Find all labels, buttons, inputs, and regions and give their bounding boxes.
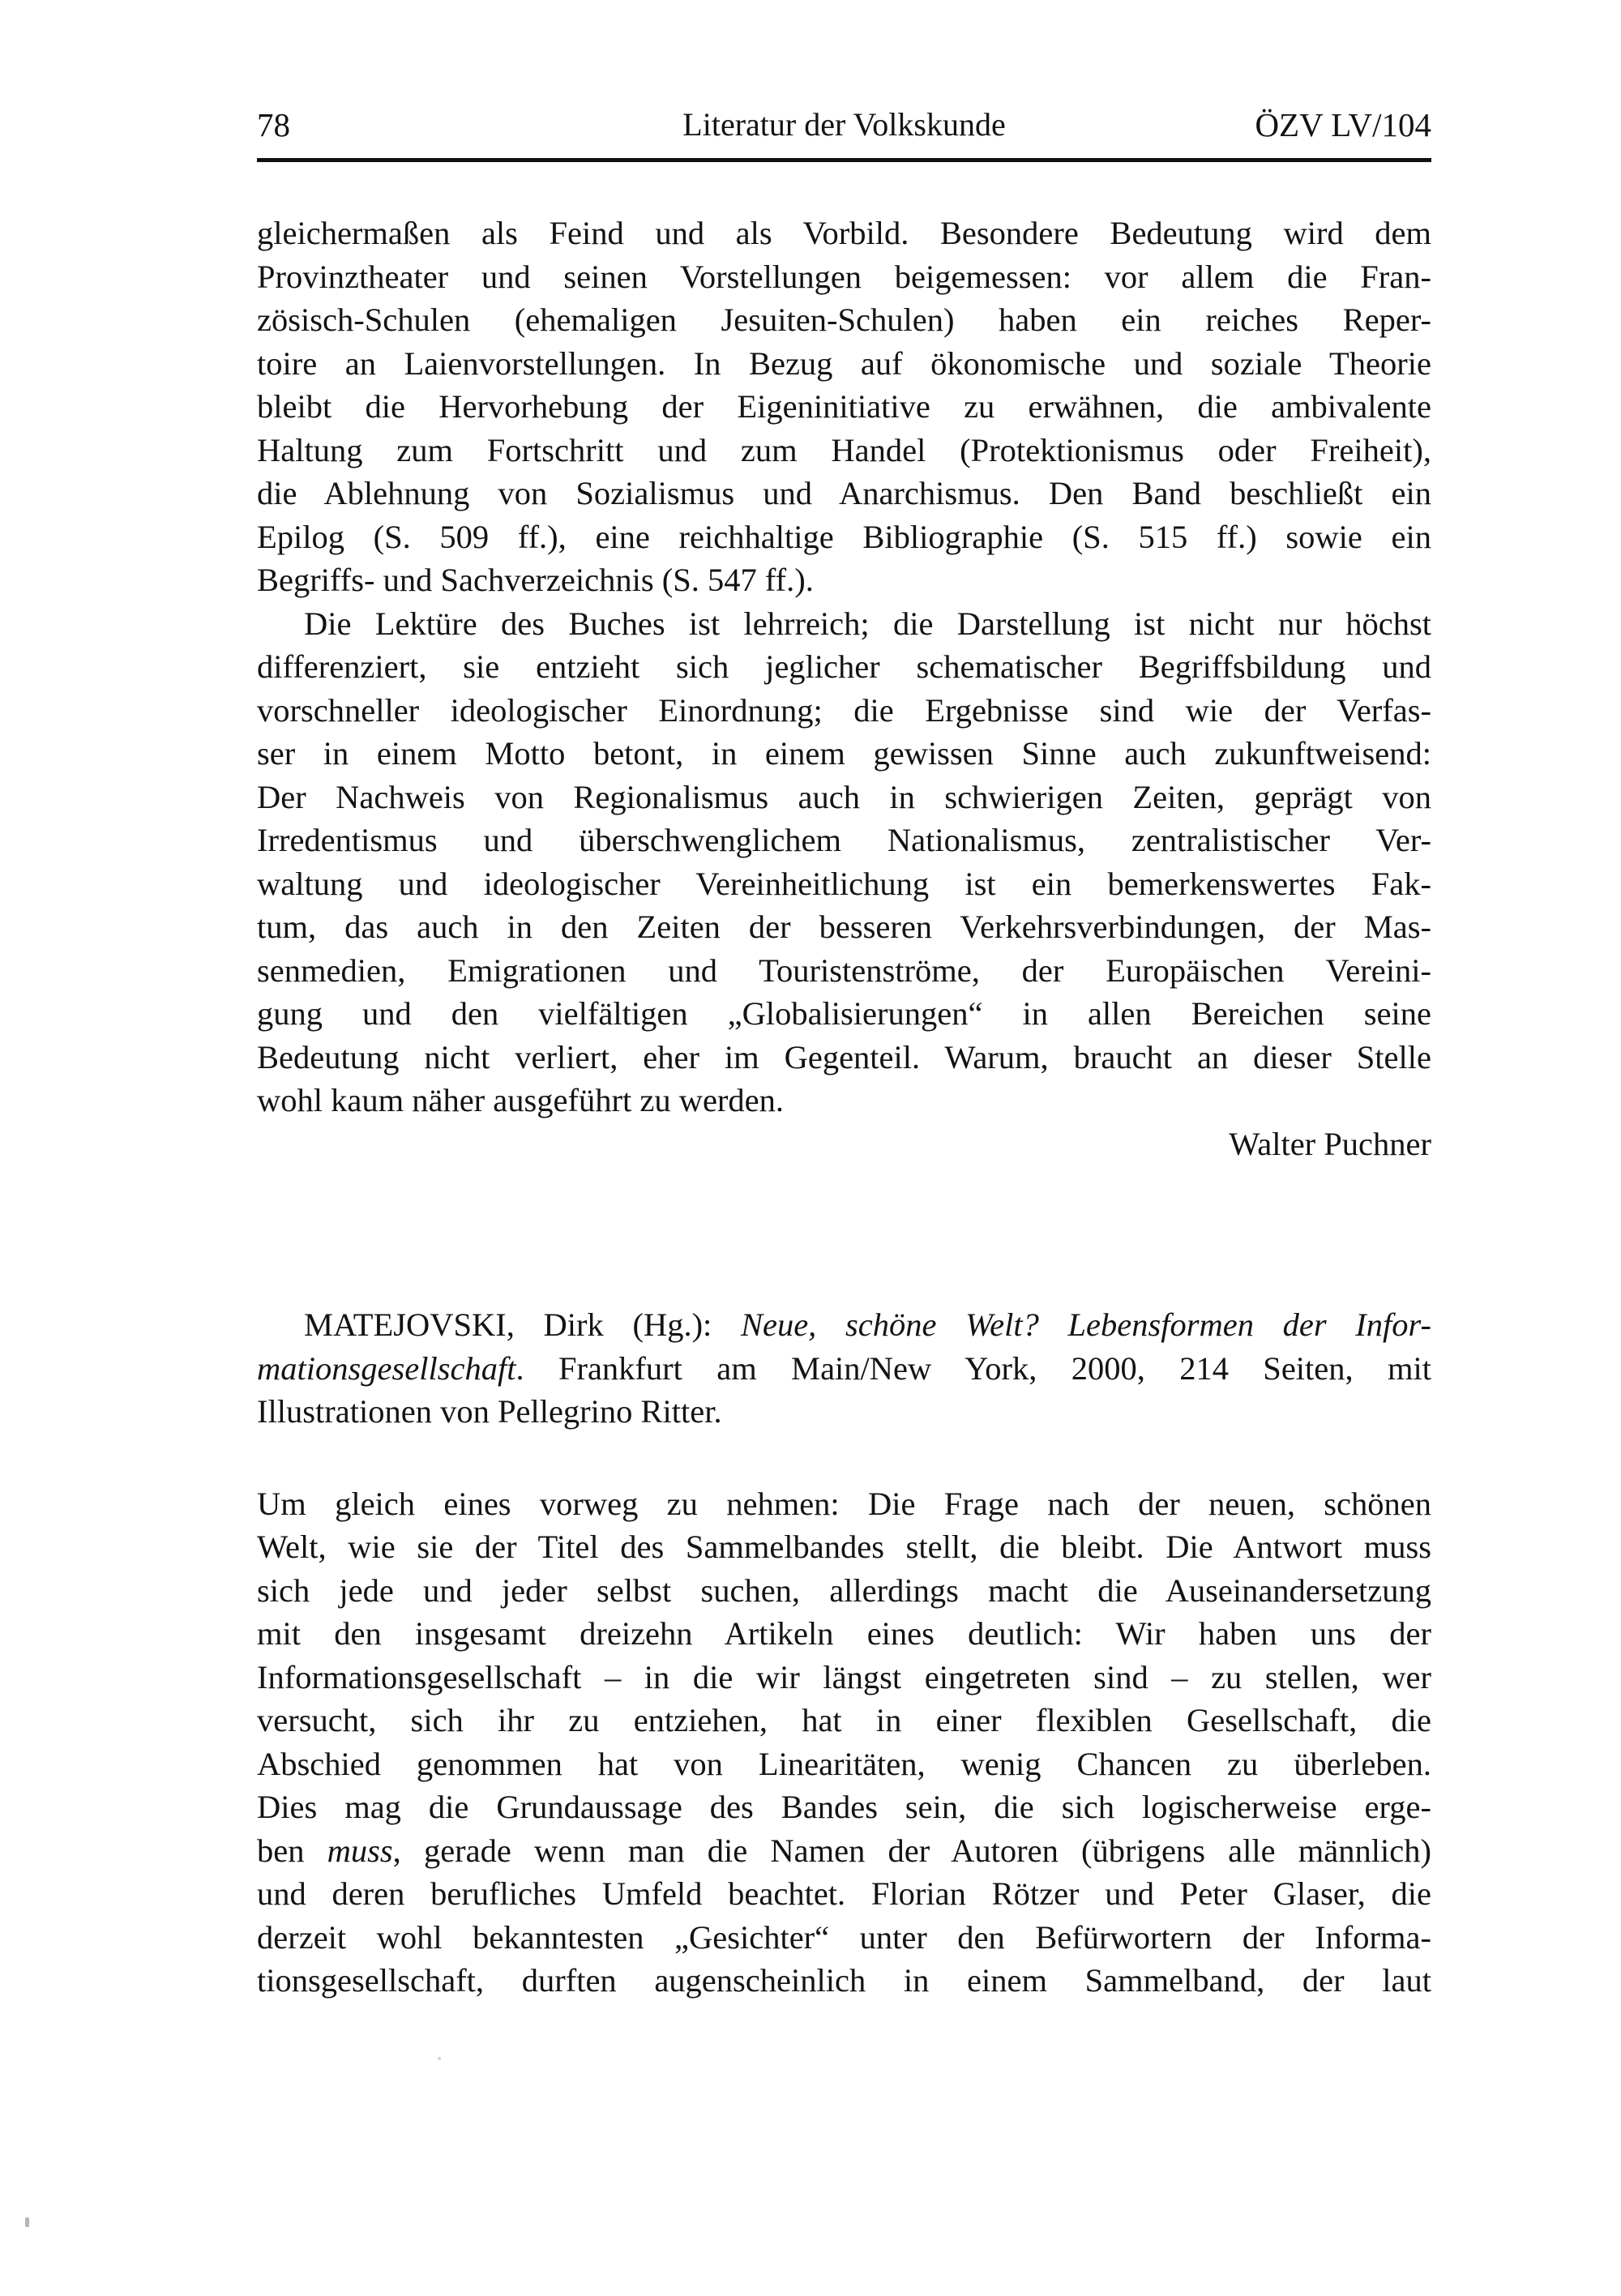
- text-segment: Die Lektüre des Buches ist lehrreich; die Darstellung ist nicht nur höchst: [304, 605, 1431, 642]
- text-line: [257, 298, 1431, 342]
- text-segment: Dies mag die Grundaussage des Bandes sein, die sich logischerweise erge-: [257, 1789, 1431, 1825]
- text-line: [257, 949, 1431, 993]
- text-segment: gung und den vielfältigen „Globalisierungen“ in allen Bereichen seine: [257, 995, 1431, 1032]
- text-segment: bleibt die Hervorhebung der Eigeninitiative zu erwähnen, die ambivalente: [257, 388, 1431, 425]
- text-line: [257, 602, 1431, 646]
- text-segment: die Ablehnung von Sozialismus und Anarchismus. Den Band beschließt ein: [257, 475, 1431, 511]
- text-line: [257, 1390, 1431, 1434]
- text-line: [257, 1347, 1431, 1391]
- puchner-review-paragraph-2: [257, 602, 1431, 1122]
- text-segment: Illustrationen von Pellegrino Ritter.: [257, 1393, 722, 1430]
- text-segment: sich jede und jeder selbst suchen, allerdings macht die Auseinandersetzung: [257, 1571, 1431, 1609]
- text-segment: Bedeutung nicht verliert, eher im Gegenteil. Warum, braucht an dieser Stelle: [257, 1038, 1431, 1075]
- text-line: [257, 1829, 1431, 1873]
- text-segment: differenziert, sie entzieht sich jeglicher schematischer Begriffsbildung und: [257, 648, 1431, 685]
- text-segment: Epilog (S. 509 ff.), eine reichhaltige Bibliographie (S. 515 ff.) sowie ein: [257, 518, 1431, 555]
- text-line: [257, 1569, 1431, 1613]
- reviewer-signature: Walter Puchner: [1229, 1125, 1431, 1162]
- text-segment: wohl kaum näher ausgeführt zu werden.: [257, 1082, 785, 1118]
- text-line: [257, 689, 1431, 733]
- text-segment: und deren berufliches Umfeld beachtet. Florian Rötzer und Peter Glaser, die: [257, 1875, 1431, 1912]
- text-segment: waltung und ideologischer Vereinheitlichung ist ein bemerkenswertes Fak-: [257, 865, 1431, 902]
- text-line: [257, 732, 1431, 776]
- text-segment: tum, das auch in den Zeiten der besseren Verkehrsverbindungen, der Mas-: [257, 909, 1431, 945]
- text-line: [257, 1656, 1431, 1700]
- text-line: [257, 1482, 1431, 1526]
- text-segment: vorschneller ideologischer Einordnung; die Ergebnisse sind wie der Verfas-: [257, 691, 1431, 729]
- text-line: [257, 385, 1431, 429]
- text-segment: mit den insgesamt dreizehn Artikeln eines deutlich: Wir haben uns der: [257, 1615, 1431, 1652]
- text-line: [257, 1872, 1431, 1916]
- text-segment: . Frankfurt am Main/New York, 2000, 214 Seiten, mit: [515, 1349, 1431, 1387]
- text-line: [257, 558, 1431, 602]
- text-line: [257, 1699, 1431, 1742]
- text-line: [257, 1916, 1431, 1960]
- text-line: [257, 429, 1431, 472]
- text-segment: Informationsgesellschaft – in die wir längst eingetreten sind – zu stellen, wer: [257, 1658, 1431, 1695]
- text-segment: MATEJOVSKI, Dirk (Hg.):: [304, 1306, 741, 1343]
- text-line: [257, 1785, 1431, 1829]
- text-segment: zösisch-Schulen (ehemaligen Jesuiten-Schulen) haben ein reiches Reper-: [257, 301, 1431, 338]
- text-line: [257, 992, 1431, 1036]
- puchner-review-paragraph-1: [257, 212, 1431, 602]
- page-number: 78: [257, 106, 290, 143]
- text-line: [257, 1742, 1431, 1786]
- text-segment: Irredentismus und überschwenglichem Nationalismus, zentralistischer Ver-: [257, 822, 1431, 858]
- page-header: [257, 0, 1431, 144]
- scan-speck: [25, 2217, 29, 2227]
- text-column: [257, 0, 1431, 2003]
- text-segment: senmedien, Emigrationen und Touristenströme, der Europäischen Vereini-: [257, 951, 1431, 989]
- running-title: Literatur der Volkskunde: [682, 106, 1006, 143]
- text-segment: gleichermaßen als Feind und als Vorbild. Besondere Bedeutung wird dem: [257, 215, 1431, 251]
- text-line: [257, 776, 1431, 819]
- matejovski-review-paragraph-1: [257, 1482, 1431, 2003]
- text-segment: Um gleich eines vorweg zu nehmen: Die Frage nach der neuen, schönen: [257, 1485, 1431, 1522]
- text-line: [257, 1036, 1431, 1080]
- text-segment: derzeit wohl bekanntesten „Gesichter“ unter den Befürwortern der Informa-: [257, 1918, 1431, 1956]
- text-segment: versucht, sich ihr zu entziehen, hat in einer flexiblen Gesellschaft, die: [257, 1702, 1431, 1738]
- text-segment: Abschied genommen hat von Linearitäten, wenig Chancen zu überleben.: [257, 1745, 1431, 1782]
- italic-text: mationsgesellschaft: [257, 1349, 516, 1387]
- text-line: [257, 862, 1431, 906]
- text-segment: Haltung zum Fortschritt und zum Handel (Protektionismus oder Freiheit),: [257, 431, 1431, 468]
- text-line: [257, 1525, 1431, 1569]
- text-line: [257, 1303, 1431, 1347]
- text-segment: Provinztheater und seinen Vorstellungen beigemessen: vor allem die Fran-: [257, 258, 1431, 295]
- text-segment: Der Nachweis von Regionalismus auch in schwierigen Zeiten, geprägt von: [257, 778, 1431, 815]
- matejovski-book-entry: [257, 1303, 1431, 1434]
- text-segment: Welt, wie sie der Titel des Sammelbandes stellt, die bleibt. Die Antwort muss: [257, 1529, 1431, 1565]
- text-segment: ben: [257, 1832, 327, 1869]
- text-line: [257, 819, 1431, 862]
- italic-text: Neue, schöne Welt? Lebensformen der Infor-: [740, 1306, 1431, 1343]
- text-segment: Begriffs- und Sachverzeichnis (S. 547 ff.).: [257, 562, 814, 598]
- text-segment: ser in einem Motto betont, in einem gewissen Sinne auch zukunftweisend:: [257, 735, 1431, 772]
- text-line: [257, 1079, 1431, 1122]
- text-line: [257, 342, 1431, 386]
- text-segment: toire an Laienvorstellungen. In Bezug auf ökonomische und soziale Theorie: [257, 344, 1431, 382]
- text-line: [257, 1959, 1431, 2003]
- text-line: [257, 255, 1431, 299]
- italic-text: muss: [327, 1832, 393, 1869]
- text-line: [257, 472, 1431, 515]
- text-segment: , gerade wenn man die Namen der Autoren (übrigens alle männlich): [392, 1832, 1431, 1869]
- text-line: [257, 905, 1431, 949]
- text-line: [257, 645, 1431, 689]
- text-line: [257, 515, 1431, 559]
- page-body: [257, 212, 1431, 2003]
- text-line: [257, 1612, 1431, 1656]
- journal-issue-mark: ÖZV LV/104: [1255, 106, 1431, 143]
- scan-speck: [438, 2057, 441, 2060]
- header-rule: [257, 158, 1431, 162]
- text-line: [257, 212, 1431, 255]
- text-segment: tionsgesellschaft, durften augenscheinlich in einem Sammelband, der laut: [257, 1962, 1431, 1999]
